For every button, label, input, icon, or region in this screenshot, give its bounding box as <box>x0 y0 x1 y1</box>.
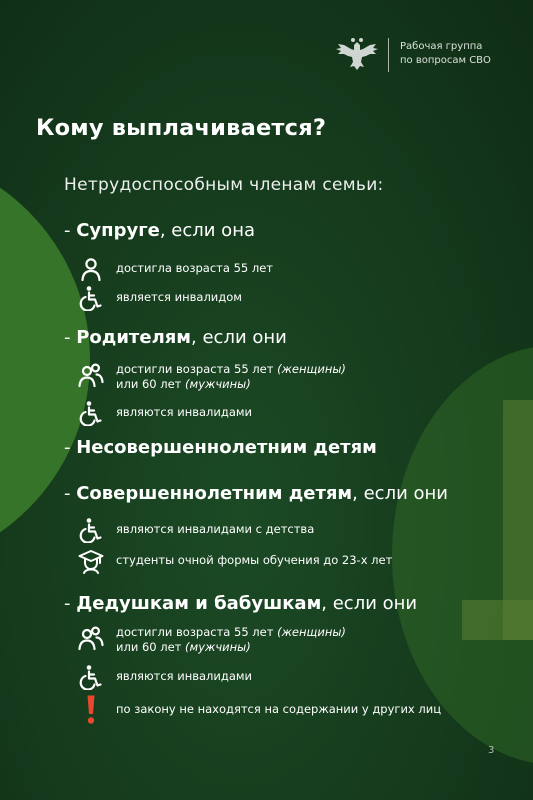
item-text <box>116 522 314 537</box>
section-strong: Супруге <box>76 220 160 241</box>
item-text-main: студенты очной формы обучения до 23-х лет <box>116 553 393 567</box>
section-prefix: - <box>64 483 77 504</box>
section-rest: , если они <box>191 327 287 348</box>
page-title: Кому выплачивается? <box>36 115 327 141</box>
item-text <box>116 261 273 276</box>
decorative-cross-horizontal <box>462 600 533 640</box>
item-text-main: является инвалидом <box>116 290 242 304</box>
section-title-adult-children <box>64 482 448 506</box>
organization-name <box>400 40 530 68</box>
item-text-line2-note: (мужчины) <box>185 640 251 654</box>
item-text-main: являются инвалидами <box>116 405 253 419</box>
persons-icon <box>78 362 104 388</box>
organization-name-line2: по вопросам СВО <box>400 55 491 66</box>
item-text <box>116 405 252 420</box>
eagle-emblem-icon <box>332 36 382 72</box>
section-title-minor-children <box>64 436 377 460</box>
person-icon <box>78 256 104 282</box>
item-text <box>116 669 252 684</box>
header <box>332 36 522 76</box>
section-strong: Совершеннолетним детям <box>76 483 353 504</box>
section-strong: Родителям <box>76 327 192 348</box>
section-prefix: - <box>64 437 77 458</box>
item-text <box>116 553 392 568</box>
page-number: 3 <box>488 745 495 756</box>
exclamation-icon <box>78 694 104 726</box>
item-text-main: достигли возраста 55 лет <box>116 625 278 639</box>
item-text-main: являются инвалидами <box>116 669 253 683</box>
item-text <box>116 625 346 655</box>
persons-icon <box>78 625 104 651</box>
item-text-main: являются инвалидами с детства <box>116 522 315 536</box>
section-prefix: - <box>64 220 77 241</box>
section-prefix: - <box>64 593 77 614</box>
wheelchair-icon <box>78 517 104 543</box>
section-title-grandparents <box>64 592 417 616</box>
section-strong: Несовершеннолетним детям <box>76 437 377 458</box>
item-text-line2-main: или 60 лет <box>116 640 186 654</box>
section-rest: , если они <box>321 593 418 614</box>
item-text-line2-main: или 60 лет <box>116 377 186 391</box>
header-divider <box>388 38 389 72</box>
organization-name-line1: Рабочая группа <box>400 41 483 52</box>
section-prefix: - <box>64 327 77 348</box>
wheelchair-icon <box>78 664 104 690</box>
intro-text: Нетрудоспособным членам семьи: <box>64 175 384 195</box>
item-text <box>116 702 441 717</box>
section-rest: , если она <box>159 220 255 241</box>
item-text <box>116 290 242 305</box>
section-title-spouse <box>64 219 255 243</box>
item-text-note: (женщины) <box>277 362 346 376</box>
item-text-main: по закону не находятся на содержании у других лиц <box>116 702 442 716</box>
section-strong: Дедушкам и бабушкам <box>76 593 322 614</box>
section-rest: , если они <box>352 483 448 504</box>
wheelchair-icon <box>78 400 104 426</box>
item-text <box>116 362 346 392</box>
item-text-main: достигли возраста 55 лет <box>116 362 278 376</box>
graduation-cap-icon <box>78 548 104 574</box>
item-text-line2-note: (мужчины) <box>185 377 251 391</box>
wheelchair-icon <box>78 285 104 311</box>
item-text-note: (женщины) <box>277 625 346 639</box>
item-text-line2 <box>116 640 346 655</box>
item-text-main: достигла возраста 55 лет <box>116 261 273 275</box>
section-title-parents <box>64 326 287 350</box>
item-text-line2 <box>116 377 346 392</box>
